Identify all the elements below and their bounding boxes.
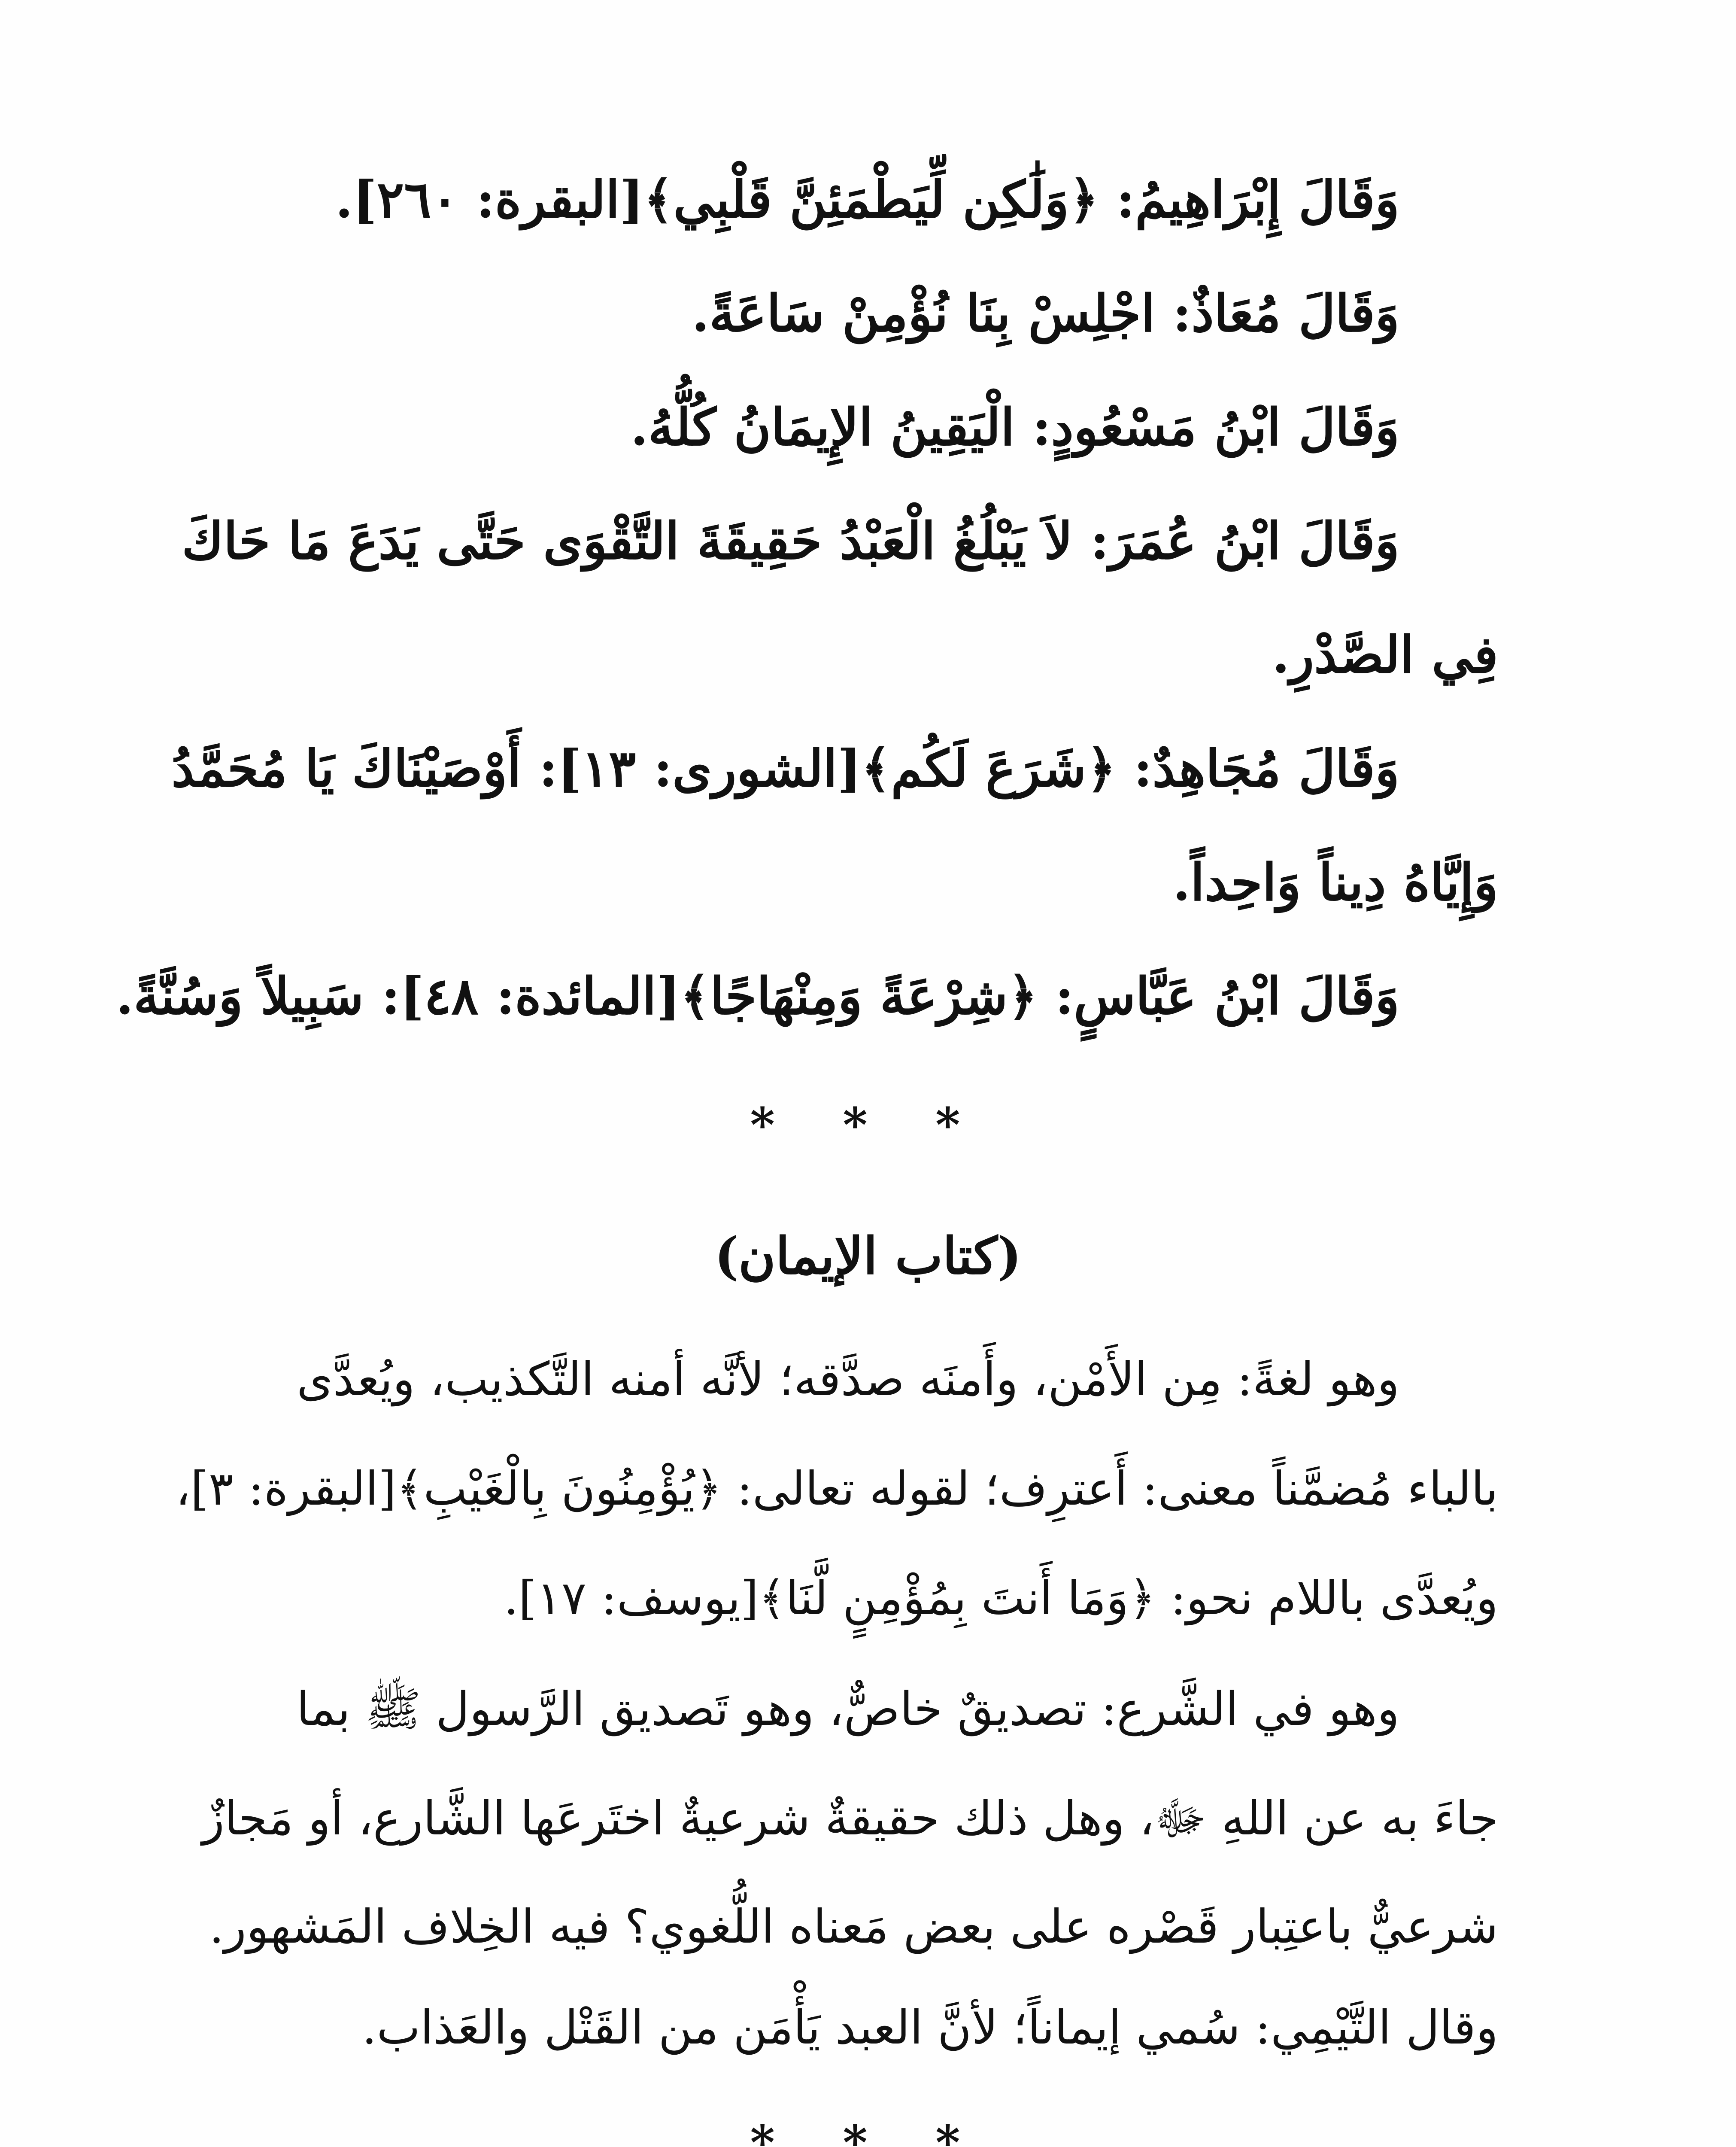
paragraph-line: وهو لغةً: مِن الأَمْن، وأَمنَه صدَّقه؛ لأنَّه أمنه التَّكذيب، ويُعدَّى <box>297 1353 1399 1406</box>
paragraph-line: جاءَ به عن اللهِ ﷻ، وهل ذلك حقيقةٌ شرعيةٌ اختَرعَها الشَّارع، أو مَجازٌ <box>202 1792 1498 1846</box>
paragraph-line: شرعيٌّ باعتِبار قَصْره على بعض مَعناه اللُّغوي؟ فيه الخِلاف المَشهور. <box>209 1900 1498 1954</box>
text-line-muadh: وَقَالَ مُعَاذٌ: اجْلِسْ بِنَا نُؤْمِنْ سَاعَةً. <box>692 283 1399 343</box>
text-line-ibn-abbas: وَقَالَ ابْنُ عَبَّاسٍ: ﴿شِرْعَةً وَمِنْهَاجًا﴾[المائدة: ٤٨]: سَبِيلاً وَسُنَّةً. <box>115 966 1399 1026</box>
paragraph-line: بالباء مُضمَّناً معنى: أَعترِف؛ لقوله تعالى: ﴿يُؤْمِنُونَ بِالْغَيْبِ﴾[البقرة: ٣]، <box>175 1462 1498 1516</box>
paragraph-line: وهو في الشَّرع: تصديقٌ خاصٌّ، وهو تَصديق الرَّسول ﷺ بما <box>296 1682 1399 1736</box>
text-line-ibn-masud: وَقَالَ ابْنُ مَسْعُودٍ: الْيَقِينُ الإِيمَانُ كُلُّهُ. <box>630 397 1399 457</box>
section-separator: * * * <box>750 1097 986 1153</box>
section-separator: * * * <box>750 2115 986 2147</box>
text-line-ibn-umar: وَقَالَ ابْنُ عُمَرَ: لاَ يَبْلُغُ الْعَبْدُ حَقِيقَةَ التَّقْوَى حَتَّى يَدَعَ مَا حَاكَ <box>182 511 1399 571</box>
paragraph-line: ويُعدَّى باللام نحو: ﴿وَمَا أَنتَ بِمُؤْمِنٍ لَّنَا﴾[يوسف: ١٧]. <box>504 1572 1498 1625</box>
paragraph-line: وقال التَّيْمِي: سُمي إيماناً؛ لأنَّ العبد يَأْمَن من القَتْل والعَذاب. <box>362 2001 1498 2055</box>
chapter-heading: (كتاب الإيمان) <box>714 1226 1022 1286</box>
text-line-ibn-umar-cont: فِي الصَّدْرِ. <box>1272 625 1498 684</box>
text-line-mujahid: وَقَالَ مُجَاهِدٌ: ﴿شَرَعَ لَكُم﴾[الشورى: ١٣]: أَوْصَيْنَاكَ يَا مُحَمَّدُ <box>171 739 1399 798</box>
text-line-mujahid-cont: وَإِيَّاهُ دِيناً وَاحِداً. <box>1172 852 1498 912</box>
text-line-ibrahim: وَقَالَ إِبْرَاهِيمُ: ﴿وَلَٰكِن لِّيَطْمَئِنَّ قَلْبِي﴾[البقرة: ٢٦٠]. <box>335 170 1399 229</box>
